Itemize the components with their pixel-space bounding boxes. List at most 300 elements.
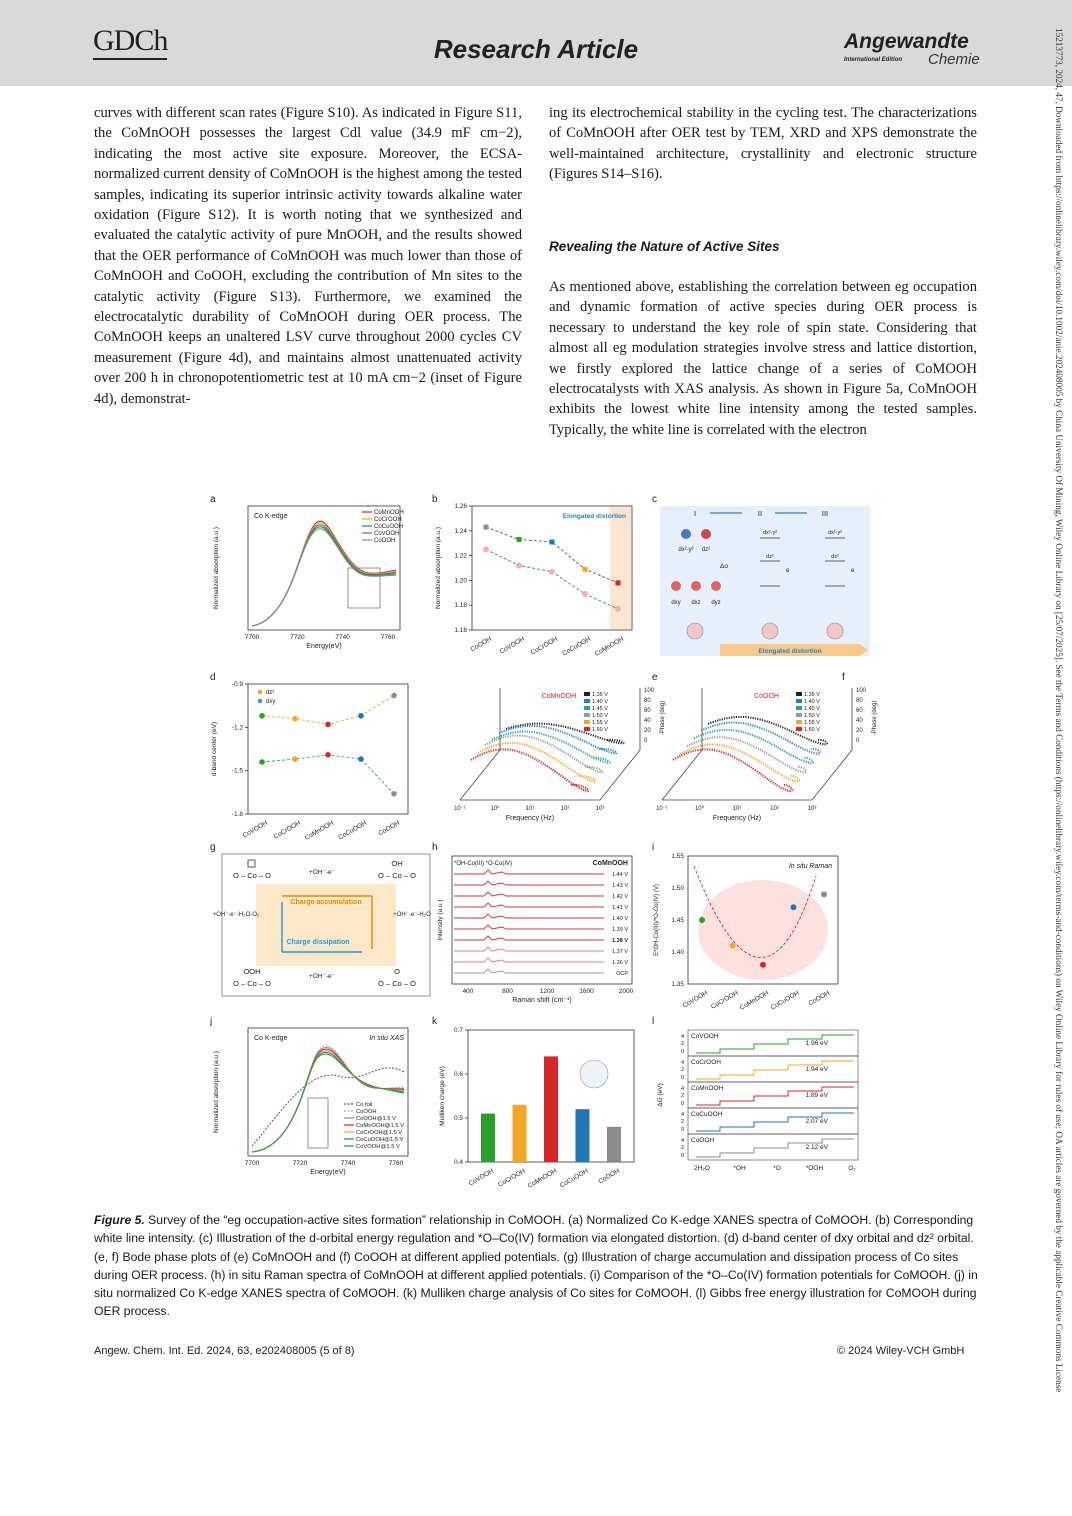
panel-k-structure-inset: [580, 1060, 608, 1088]
panel-l-ytick-label: 2: [680, 1093, 684, 1099]
left-column: [94, 103, 522, 409]
page-header: [0, 0, 1072, 86]
panel-d-point: [259, 713, 265, 719]
panel-b-point: [517, 537, 522, 542]
panel-a-xtick: 7740: [335, 634, 350, 641]
panel-b-point: [615, 606, 621, 612]
panel-a-legend-label: CoOOH: [374, 538, 396, 544]
panel-k-ylabel: Mulliken charge (eV): [439, 1066, 446, 1126]
panel-e-legend-label: 1.40 V: [592, 699, 608, 705]
panel-g-state-bottom-left: O – Co – O: [233, 979, 271, 988]
panel-b-ytick-label: 1.18: [454, 602, 467, 610]
panel-e-xtick-label: 10⁻¹: [454, 806, 466, 812]
panel-h-peak-label: *OH-Co(III) *O-Co(IV): [454, 861, 513, 867]
panel-b-point: [483, 546, 489, 552]
panel-a-xtick: 7760: [380, 634, 396, 641]
panel-k-tick-label: CoCuOOH: [558, 1167, 590, 1190]
panel-h-spectrum: [454, 969, 604, 973]
panel-c-octahedron: [762, 623, 778, 639]
panel-k-ytick-label: 0.5: [453, 1115, 463, 1122]
panel-a-title: Co K-edge: [254, 513, 288, 520]
panel-d-ytick-label: -0.9: [231, 681, 243, 688]
panel-c-octahedron: [827, 623, 843, 639]
panel-label-a: a: [210, 494, 216, 505]
download-notice: 15213773, 2024, 47, Downloaded from https://onlinelibrary.wiley.com/doi/10.1002/anie.202408005 by China University Of Mining, Wiley Online Library on [25/07/2025]. See the Terms and Conditions (https://onlinelibrary.wiley.com/terms-and-conditions) on Wiley Online Library for rules of use; OA articles are governed by the applicable Creative Commons License: [1054, 28, 1064, 1393]
panel-d-point: [358, 713, 364, 719]
panel-label-i: i: [652, 842, 655, 853]
panel-e-legend-swatch: [584, 699, 590, 703]
panel-j-xtick-label: 7700: [244, 1160, 260, 1167]
panel-b-tick-label: CoMnOOH: [593, 635, 625, 658]
panel-b-ytick-label: 1.26: [454, 503, 467, 510]
panel-g-state-label: O: [394, 967, 400, 976]
panel-f-ztick-label: 40: [856, 718, 863, 724]
panel-g-accumulation-label: Charge accumulation: [290, 899, 362, 906]
panel-f-legend-swatch: [796, 706, 802, 710]
panel-a-legend-label: CoCrOOH: [374, 517, 402, 523]
panel-h-potential-label: 1.44 V: [612, 872, 628, 878]
panel-l-row-name: CoOOH: [691, 1137, 715, 1144]
panel-b-point: [582, 591, 588, 597]
panel-g-step-label: +OH⁻-e⁻-H₂O-O₂: [212, 912, 260, 918]
panel-h-spectrum: [454, 947, 604, 951]
panel-c-electron-label: e: [786, 567, 790, 574]
panel-b-tick-label: CoOOH: [469, 635, 493, 654]
panel-h-ylabel: Intensity (a.u.): [437, 899, 444, 941]
panel-d-series-line: [262, 755, 394, 794]
panel-b-ylabel: Normalized absorption (a.u.): [435, 526, 442, 610]
panel-k-ytick-label: 0.6: [453, 1071, 463, 1078]
panel-j-xtick-label: 7760: [388, 1160, 404, 1167]
panel-f-depth-axis: [662, 750, 702, 800]
panel-b-highlight: [610, 507, 631, 629]
journal-logo-chemie: Chemie: [928, 51, 980, 68]
panel-l-row-name: CoCrOOH: [691, 1059, 721, 1066]
panel-c-bottom-label: Elongated distortion: [758, 648, 822, 655]
panel-h-spectrum: [454, 892, 604, 896]
panel-h-spectrum: [454, 914, 604, 918]
panel-i-tick-label: CoOOH: [807, 989, 831, 1008]
panel-f-legend-label: 1.35 V: [804, 692, 820, 698]
panel-h-xtick-label: 800: [502, 988, 513, 995]
panel-c-orbital-sphere: [671, 581, 681, 591]
caption-label: Figure 5.: [94, 1213, 145, 1227]
panel-f-ztick-label: 100: [856, 688, 867, 694]
panel-c-orbital-sphere: [691, 581, 701, 591]
panel-l-xtick-label: O₂: [848, 1165, 856, 1172]
panel-d-legend-swatch: [258, 690, 262, 694]
panel-l-energy-steps: [696, 1035, 854, 1053]
panel-g-state-label: OOH: [243, 967, 261, 976]
panel-i-tick-label: CoCrOOH: [710, 989, 740, 1011]
panel-d-tick-label: CoMnOOH: [303, 819, 335, 842]
panel-f-xtick-label: 10¹: [732, 806, 742, 812]
panel-b-point: [549, 569, 555, 575]
panel-c-delta: Δo: [720, 563, 728, 570]
panel-l-row-value: 1.89 eV: [805, 1092, 828, 1099]
panel-j-legend-label: CoVOOH@1.5 V: [356, 1144, 400, 1150]
panel-e-ztick-label: 60: [644, 708, 651, 714]
panel-k-bar: [576, 1109, 590, 1162]
panel-h-spectrum: [454, 958, 604, 962]
panel-k-ytick-label: 0.4: [453, 1159, 463, 1166]
panel-l-row-name: CoVOOH: [691, 1033, 719, 1040]
panel-e-legend-label: 1.60 V: [592, 727, 608, 733]
panel-e-xlabel: Frequency (Hz): [505, 815, 555, 822]
panel-l-ytick-label: 4: [680, 1034, 684, 1040]
panel-e-ztick-label: 20: [644, 728, 651, 734]
panel-c-orbital-label: dx²-y²: [678, 547, 694, 553]
panel-b-tick-label: CoVOOH: [498, 635, 526, 656]
article-type-title: Research Article: [433, 34, 639, 64]
panel-e-legend-swatch: [584, 706, 590, 710]
panel-j-inset-box: [308, 1098, 328, 1148]
panel-i-point: [791, 904, 797, 910]
panel-c-orbital-label: dxz: [691, 600, 701, 606]
panel-d-tick-label: CoCrOOH: [272, 819, 302, 841]
panel-f-legend-label: 1.60 V: [804, 727, 820, 733]
panel-label-l: l: [652, 1016, 655, 1027]
panel-b-tick-label: CoCuOOH: [561, 635, 592, 658]
panel-l-ytick-label: 2: [680, 1145, 684, 1151]
panel-f-ztick-label: 60: [856, 708, 863, 714]
panel-b-ytick-label: 1.24: [454, 527, 467, 535]
panel-f-legend-swatch: [796, 720, 802, 724]
panel-e-legend-label: 1.35 V: [592, 692, 608, 698]
panel-h-spectrum: [454, 870, 604, 874]
panel-f-zlabel: -Phase (deg): [872, 700, 878, 736]
panel-c-electron-label: e: [851, 567, 855, 574]
panel-g-state-bottom-right: O – Co – O: [378, 979, 416, 988]
panel-l-ytick-label: 2: [680, 1119, 684, 1125]
panel-c-level-label: dx²-y²: [827, 530, 843, 536]
panel-f-xtick-label: 10⁰: [694, 806, 705, 812]
panel-h-potential-label: 1.43 V: [612, 883, 628, 889]
panel-j-legend-label: Co foil: [356, 1102, 373, 1108]
panel-c-stage-label: I: [693, 509, 697, 518]
panel-f-legend-label: 1.40 V: [804, 699, 820, 705]
panel-j-ylabel: Normalized absorption (a.u.): [213, 1050, 220, 1134]
panel-d-ylabel: d-band center (eV): [211, 721, 218, 777]
panel-e-zlabel: -Phase (deg): [660, 700, 666, 736]
panel-l-energy-steps: [696, 1139, 854, 1157]
panel-e-legend-swatch: [584, 692, 590, 696]
panel-j-legend-label: CoOOH: [356, 1109, 377, 1115]
panel-label-h: h: [432, 842, 438, 853]
panel-g-step-label: +OH⁻-e⁻: [308, 973, 336, 980]
panel-e-ztick-label: 0: [644, 738, 648, 744]
panel-l-xtick-label: 2H₂O: [694, 1165, 710, 1172]
panel-b-ytick-label: 1.20: [454, 577, 467, 585]
panel-a-xlabel: Energy(eV): [306, 643, 342, 650]
panel-f-xlabel: Frequency (Hz): [712, 815, 762, 822]
panel-d-point: [292, 756, 298, 762]
panel-j-title2: In situ XAS: [369, 1035, 404, 1042]
panel-l-xtick-label: *OOH: [805, 1165, 824, 1172]
panel-d-legend-swatch: [258, 699, 262, 703]
panel-i-tick-label: CoCuOOH: [769, 989, 801, 1012]
figure-5: [200, 488, 980, 1198]
right-column: [549, 103, 977, 440]
panel-f-title: CoOOH: [754, 693, 779, 700]
panel-h-potential-label: 1.40 V: [612, 916, 628, 922]
panel-d-tick-label: CoOOH: [377, 819, 401, 838]
panel-i-tick-label: CoVOOH: [681, 989, 709, 1010]
panel-f-legend-swatch: [796, 727, 802, 731]
panel-d-point: [292, 716, 298, 722]
panel-l-ytick-label: 0: [680, 1049, 684, 1055]
panel-d-ytick-label: -1.8: [231, 811, 243, 818]
panel-d-point: [391, 693, 397, 699]
panel-e-legend-label: 1.50 V: [592, 713, 608, 719]
panel-i-ylabel: E*OH-Co(III)/*O-Co(IV) (V): [654, 884, 660, 956]
footer-copyright: © 2024 Wiley-VCH GmbH: [837, 1345, 965, 1357]
panel-h-potential-label: 1.37 V: [612, 949, 628, 955]
panel-label-b: b: [432, 494, 438, 505]
panel-e-ztick-label: 80: [644, 698, 651, 704]
panel-e-bode-curve: [478, 743, 596, 782]
panel-d-point: [325, 722, 331, 728]
panel-f-legend-label: 1.55 V: [804, 720, 820, 726]
panel-k-bar: [607, 1127, 621, 1162]
panel-l-row-value: 1.96 eV: [805, 1040, 828, 1047]
panel-label-f: f: [842, 672, 845, 683]
panel-l-ytick-label: 2: [680, 1041, 684, 1047]
panel-i-point: [699, 917, 705, 923]
panel-l-ylabel: ΔG (eV): [657, 1083, 664, 1107]
panel-e-ztick-label: 100: [644, 688, 655, 694]
panel-b-axes: [472, 506, 632, 630]
panel-e-legend-label: 1.45 V: [592, 706, 608, 712]
panel-label-d: d: [210, 672, 216, 683]
panel-h-potential-label: 1.39 V: [612, 927, 628, 933]
panel-label-c: c: [652, 494, 657, 505]
panel-c-orbital-sphere: [681, 529, 691, 539]
panel-c-level-label: dz²: [831, 554, 839, 560]
panel-l-ytick-label: 0: [680, 1153, 684, 1159]
panel-f-legend-swatch: [796, 713, 802, 717]
panel-e-xtick-label: 10³: [595, 806, 605, 812]
panel-c-orbital-label: dxy: [671, 600, 681, 606]
panel-j-xtick-label: 7720: [292, 1160, 308, 1167]
panel-b-tick-label: CoCrOOH: [529, 635, 559, 657]
panel-k-tick-label: CoVOOH: [467, 1167, 495, 1188]
panel-e-xtick-label: 10⁰: [490, 806, 500, 812]
footer-citation: Angew. Chem. Int. Ed. 2024, 63, e202408005 (5 of 8): [94, 1345, 355, 1357]
panel-l-ytick-label: 2: [680, 1067, 684, 1073]
panel-e-title: CoMnOOH: [541, 693, 577, 700]
panel-b-series-line: [486, 549, 618, 609]
body-paragraph: curves with different scan rates (Figure S10). As indicated in Figure S11, the CoMnOOH possesses the largest Cdl value (34.9 mF cm−2), indicating the most active site exposure. Moreover, the ECSA-normalized current density of CoMnOOH is the highest among the tested samples, indicating its superior intrinsic activity towards alkaline water oxidation (Figure S12). It is worth noting that we synthesized and evaluated the catalytic activity of pure MnOOH, and the results showed that the OER performance of CoMnOOH was much lower than those of CoMnOOH and CoOOH, excluding the contribution of Mn sites to the catalytic activity (Figure S13). Furthermore, we examined the electrocatalytic durability of CoMnOOH during OER process. The CoMnOOH keeps an unaltered LSV curve throughout 2000 cycles CV measurement (Figure 4d), and maintains almost unattenuated activity over 200 h in chronopotentiometric test at 10 mA cm−2 (inset of Figure 4d), demonstrat-: [94, 105, 522, 407]
section-heading: Revealing the Nature of Active Sites: [549, 238, 780, 254]
panel-l-ytick-label: 0: [680, 1101, 684, 1107]
panel-j-legend-label: CoCrOOH@1.5 V: [356, 1130, 403, 1136]
panel-k-tick-label: CoOOH: [597, 1167, 621, 1186]
panel-b-point: [484, 525, 489, 530]
panel-b-point: [583, 567, 588, 572]
panel-g-dissipation-label: Charge dissipation: [286, 939, 350, 946]
panel-d-ytick-label: -1.5: [231, 767, 243, 775]
journal-logo-edition: International Edition: [844, 57, 902, 63]
panel-a-ylabel: Normalized absorption (a.u.): [213, 526, 220, 610]
panel-d-point: [259, 759, 265, 765]
panel-b-title: Elongated distortion: [562, 513, 626, 520]
figure-caption: [94, 1211, 978, 1321]
panel-e-ztick-label: 40: [644, 718, 651, 724]
panel-h-title: CoMnOOH: [592, 860, 628, 867]
panel-l-xtick-label: *OH: [733, 1165, 746, 1172]
panel-a-legend-label: CoCuOOH: [374, 524, 404, 530]
panel-k-bar: [481, 1114, 495, 1162]
panel-g-state-top-right: O – Co – O: [378, 871, 416, 880]
panel-c-orbital-label: dz²: [701, 547, 711, 553]
panel-j-xtick-label: 7740: [340, 1160, 356, 1167]
panel-c-level-label: dz²: [766, 554, 774, 560]
panel-k-bar: [513, 1105, 527, 1162]
panel-g-state-label: OH: [391, 859, 403, 868]
panel-k-ytick-label: 0.7: [453, 1027, 463, 1034]
panel-c-stage-label: III: [821, 509, 829, 518]
panel-l-ytick-label: 0: [680, 1075, 684, 1081]
panel-f-axes-frame: [662, 688, 852, 800]
panel-e-legend-swatch: [584, 720, 590, 724]
panel-d-legend-label: dxy: [266, 699, 276, 705]
panel-h-spectrum: [454, 903, 604, 907]
panel-i-point: [760, 962, 766, 968]
panel-e-xtick-label: 10²: [560, 806, 570, 812]
panel-i-ytick-label: 1.45: [671, 917, 684, 924]
panel-f-legend-label: 1.50 V: [804, 713, 820, 719]
gdch-logo: GDCh: [93, 24, 168, 57]
panel-k-bar: [544, 1056, 558, 1162]
panel-l-row-value: 2.12 eV: [805, 1144, 828, 1151]
panel-f-ztick-label: 20: [856, 728, 863, 734]
body-paragraph: As mentioned above, establishing the correlation between eg occupation and dynamic formation of active species during OER process is necessary to understand the key role of spin state. Considering that almost all eg modulation strategies involve stress and lattice distortion, we firstly explored the lattice change of a series of CoMOOH electrocatalysts with XAS analysis. As shown in Figure 5a, CoMnOOH exhibits the lowest white line intensity among the tested samples. Typically, the white line is correlated with the electron: [549, 279, 977, 438]
panel-h-potential-label: 1.38 V: [612, 938, 628, 944]
panel-l-xtick-label: *O: [773, 1165, 781, 1172]
panel-c-octahedron: [687, 623, 703, 639]
panel-d-point: [325, 752, 331, 758]
panel-l-ytick-label: 4: [680, 1086, 684, 1092]
panel-f-ztick-label: 80: [856, 698, 863, 704]
panel-h-xlabel: Raman shift (cm⁻¹): [512, 997, 572, 1004]
panel-label-g: g: [210, 842, 216, 853]
panel-i-ytick-label: 1.50: [671, 885, 684, 892]
panel-b-point: [550, 539, 555, 544]
panel-j-legend-label: CoOOH@1.5 V: [356, 1116, 397, 1122]
panel-label-k: k: [432, 1016, 437, 1027]
panel-h-axes: [452, 856, 632, 984]
panel-c-orbital-sphere: [701, 529, 711, 539]
panel-a-legend-label: CoMnOOH: [374, 510, 404, 516]
panel-f-xtick-label: 10⁻¹: [656, 806, 668, 812]
panel-f-legend-swatch: [796, 692, 802, 696]
panel-l-ytick-label: 4: [680, 1138, 684, 1144]
panel-e-legend-swatch: [584, 727, 590, 731]
panel-l-row-value: 2.07 eV: [805, 1118, 828, 1125]
panel-e-legend-swatch: [584, 713, 590, 717]
panel-b-point: [516, 563, 522, 569]
panel-e-depth-axis: [460, 750, 500, 800]
panel-label-j: j: [210, 1016, 213, 1027]
panel-a-xtick: 7720: [290, 634, 305, 641]
panel-h-xtick-label: 1200: [539, 988, 555, 995]
panel-j-legend-label: CoMnOOH@1.5 V: [356, 1123, 405, 1129]
panel-l-row-name: CoCuOOH: [691, 1111, 723, 1118]
panel-f-ztick-label: 0: [856, 738, 860, 744]
panel-i-point: [821, 891, 827, 897]
panel-h-xtick-label: 400: [462, 988, 474, 995]
panel-b-ytick-label: 1.16: [454, 627, 467, 634]
panel-d-ytick-label: -1.2: [231, 724, 243, 732]
panel-g-state-top-left: O – Co – O: [233, 871, 271, 880]
panel-l-row-name: CoMnOOH: [691, 1085, 724, 1092]
panel-f-xtick-label: 10²: [770, 806, 779, 812]
panel-j-title: Co K-edge: [254, 1035, 288, 1042]
body-paragraph: ing its electrochemical stability in the cycling test. The characterizations of CoMnOOH after OER test by TEM, XRD and XPS demonstrate the well-maintained architecture, crystallinity and electronic structure (Figures S14–S16).: [549, 105, 977, 183]
panel-d-tick-label: CoVOOH: [241, 819, 269, 840]
panel-g-vacancy-box: [248, 860, 255, 867]
panel-h-potential-label: OCP: [616, 971, 628, 977]
panel-b-point: [616, 580, 621, 585]
panel-h-potential-label: 1.36 V: [612, 960, 628, 966]
panel-c-stage-label: II: [757, 509, 763, 518]
panel-e-xtick-label: 10¹: [525, 806, 535, 812]
panel-d-tick-label: CoCuOOH: [337, 819, 368, 842]
panel-h-spectrum: [454, 936, 604, 940]
panel-h-potential-label: 1.42 V: [612, 894, 628, 900]
panel-i-ytick-label: 1.35: [671, 981, 684, 988]
panel-a-legend-label: CoVOOH: [374, 531, 400, 537]
panel-i-ytick-label: 1.40: [671, 949, 684, 956]
panel-a-xtick: 7700: [244, 634, 260, 641]
panel-h-spectrum: [454, 881, 604, 885]
panel-f-legend-swatch: [796, 699, 802, 703]
panel-l-ytick-label: 4: [680, 1112, 684, 1118]
panel-d-point: [391, 791, 397, 797]
panel-h-xtick-label: 1600: [579, 988, 594, 995]
panel-i-tick-label: CoMnOOH: [738, 989, 770, 1012]
panel-d-point: [358, 756, 364, 762]
panel-g-step-label: +OH⁻-e⁻-H₂O: [393, 912, 431, 918]
panel-c-level-label: dx²-y²: [762, 530, 778, 536]
panel-f-xtick-label: 10³: [807, 806, 817, 812]
panel-f-legend-label: 1.45 V: [804, 706, 820, 712]
panel-h-xtick-label: 2000: [618, 988, 634, 995]
panel-l-ytick-label: 0: [680, 1127, 684, 1133]
panel-i-ytick-label: 1.55: [671, 853, 684, 860]
panel-c-orbital-sphere: [711, 581, 721, 591]
panel-k-tick-label: CoMnOOH: [526, 1167, 558, 1190]
panel-g-step-label: +OH⁻-e⁻: [308, 869, 336, 876]
panel-h-spectrum: [454, 925, 604, 929]
panel-i-point: [730, 943, 736, 949]
panel-j-xlabel: Energy(eV): [310, 1169, 346, 1176]
panel-label-e: e: [652, 672, 658, 683]
panel-e-legend-label: 1.55 V: [592, 720, 608, 726]
panel-d-legend-label: dz²: [266, 690, 275, 696]
panel-d-series-line: [262, 696, 394, 725]
panel-i-title: In situ Raman: [788, 863, 832, 870]
panel-b-ytick-label: 1.22: [454, 552, 467, 560]
panel-l-row-value: 1.94 eV: [805, 1066, 828, 1073]
panel-h-potential-label: 1.41 V: [612, 905, 628, 911]
panel-c-orbital-label: dyz: [711, 600, 721, 606]
panel-l-ytick-label: 4: [680, 1060, 684, 1066]
figure-5-graphic: [200, 488, 980, 1198]
panel-j-legend-label: CoCuOOH@1.5 V: [356, 1137, 404, 1143]
panel-k-tick-label: CoCrOOH: [497, 1167, 527, 1189]
